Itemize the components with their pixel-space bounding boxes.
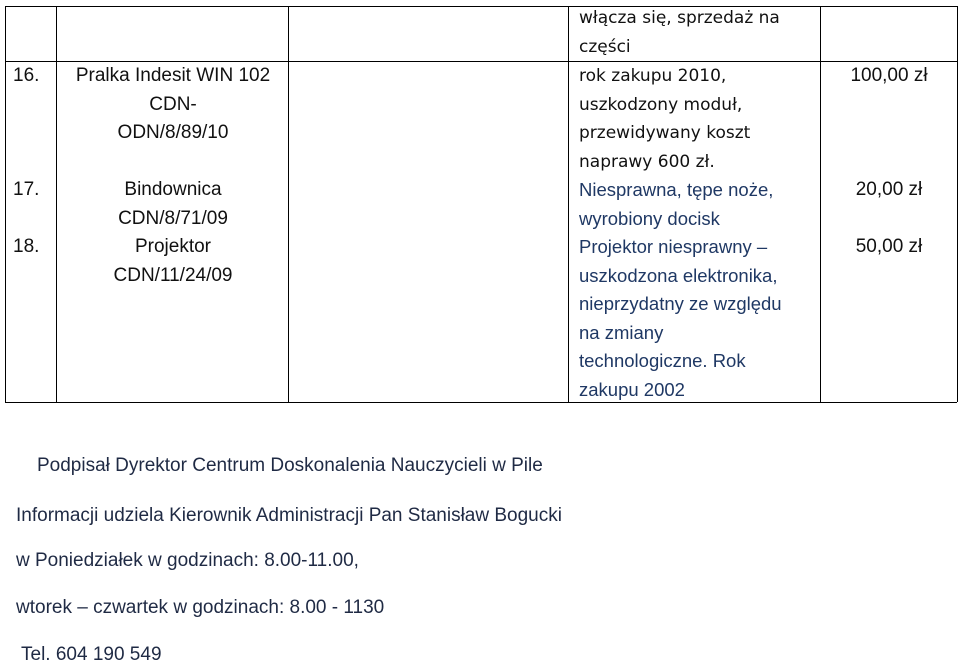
table-cell-price: 100,00 zł	[850, 65, 928, 86]
table-cell-desc: Niesprawna, tępe noże, wyrobiony docisk	[579, 179, 774, 229]
table-cell-price: 20,00 zł	[855, 179, 923, 200]
table-divider-desc	[820, 6, 821, 402]
table-cell-desc: rok zakupu 2010, uszkodzony moduł, przewidywany koszt naprawy 600 zł.	[579, 66, 751, 172]
table-divider-empty	[568, 6, 569, 402]
hours-monday: w Poniedziałek w godzinach: 8.00-11.00,	[16, 550, 359, 571]
table-divider-num	[56, 6, 57, 402]
table-cell-desc-cont: włącza się, sprzedaż na części	[579, 8, 780, 57]
table-border-left	[5, 6, 6, 402]
table-border-right	[957, 6, 958, 402]
table-cell-num: 18.	[13, 236, 40, 257]
table-divider-name	[288, 6, 289, 402]
signature-line: Podpisał Dyrektor Centrum Doskonalenia Nauczycieli w Pile	[37, 455, 543, 476]
phone-number: Tel. 604 190 549	[21, 644, 162, 665]
table-cell-num: 17.	[13, 179, 40, 200]
table-cell-price: 50,00 zł	[855, 236, 923, 257]
contact-info: Informacji udziela Kierownik Administracji Pan Stanisław Bogucki	[16, 505, 562, 526]
table-cell-desc: Projektor niesprawny – uszkodzona elektronika, nieprzydatny ze względu na zmiany technologiczne. Rok zakupu 2002	[579, 236, 782, 400]
table-cell-name: Pralka Indesit WIN 102 CDN- ODN/8/89/10	[75, 65, 271, 143]
table-cell-num: 16.	[13, 65, 40, 86]
table-cell-name: Projektor CDN/11/24/09	[113, 236, 233, 286]
hours-tue-thu: wtorek – czwartek w godzinach: 8.00 - 1130	[16, 597, 385, 618]
table-cell-name: Bindownica CDN/8/71/09	[118, 179, 228, 229]
